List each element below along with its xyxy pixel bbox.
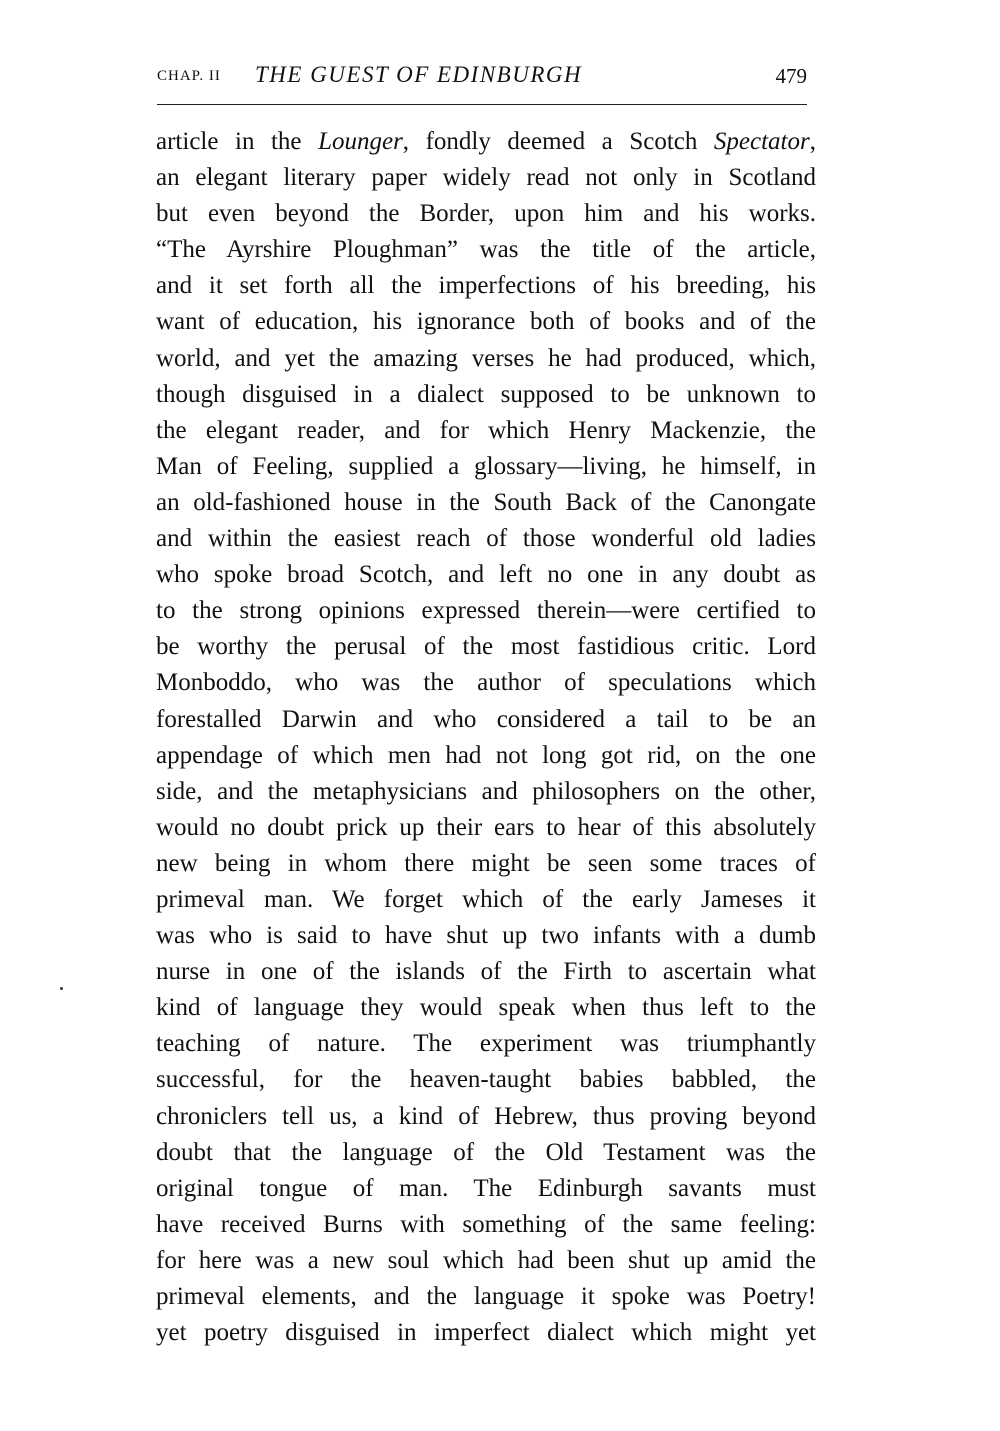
running-title: THE GUEST OF EDINBURGH (255, 62, 583, 87)
text-line: article in the Lounger, fondly deemed a Scotch Spectator, (156, 128, 816, 155)
text-line: and within the easiest reach of those wonderful old ladies (156, 525, 816, 553)
text-line: was who is said to have shut up two infants with a dumb (156, 922, 816, 950)
text-line: for here was a new soul which had been shut up amid the (156, 1246, 816, 1274)
text-line: “The Ayrshire Ploughman” was the title of the article, (156, 236, 816, 264)
text-line: original tongue of man. The Edinburgh savants must (156, 1174, 816, 1202)
chapter-label: CHAP. II (157, 68, 221, 84)
text-line: primeval man. We forget which of the early Jameses it (156, 885, 816, 913)
text-line: though disguised in a dialect supposed to be unknown to (156, 380, 816, 408)
text-line: be worthy the perusal of the most fastidious critic. Lord (156, 633, 816, 661)
text-line: teaching of nature. The experiment was triumphantly (156, 1030, 816, 1058)
scan-speck (60, 987, 63, 990)
body-text (156, 124, 816, 1351)
text-line: nurse in one of the islands of the Firth to ascertain what (156, 958, 816, 986)
text-line: forestalled Darwin and who considered a tail to be an (156, 705, 816, 733)
text-line: Man of Feeling, supplied a glossary—living, he himself, in (156, 452, 816, 480)
text-line: yet poetry disguised in imperfect dialect which might yet (156, 1319, 816, 1347)
page-number: 479 (775, 64, 807, 88)
text-line: would no doubt prick up their ears to hear of this absolutely (156, 813, 816, 841)
text-line: but even beyond the Border, upon him and his works. (156, 200, 816, 228)
text-line: new being in whom there might be seen some traces of (156, 849, 816, 877)
text-line: the elegant reader, and for which Henry Mackenzie, the (156, 416, 816, 444)
text-line: and it set forth all the imperfections of his breeding, his (156, 272, 816, 300)
text-line: side, and the metaphysicians and philosophers on the other, (156, 777, 816, 805)
text-line: successful, for the heaven-taught babies babbled, the (156, 1066, 816, 1094)
text-line: appendage of which men had not long got rid, on the one (156, 741, 816, 769)
text-line: to the strong opinions expressed therein—were certified to (156, 597, 816, 625)
text-line: kind of language they would speak when thus left to the (156, 994, 816, 1022)
text-line: an old-fashioned house in the South Back of the Canongate (156, 488, 816, 516)
text-line: want of education, his ignorance both of books and of the (156, 308, 816, 336)
text-line: Monboddo, who was the author of speculations which (156, 669, 816, 697)
text-line: who spoke broad Scotch, and left no one in any doubt as (156, 561, 816, 589)
text-line: world, and yet the amazing verses he had produced, which, (156, 344, 816, 372)
text-line: an elegant literary paper widely read not only in Scotland (156, 164, 816, 192)
running-header (157, 62, 807, 96)
text-line: primeval elements, and the language it spoke was Poetry! (156, 1283, 816, 1310)
text-line: have received Burns with something of the same feeling: (156, 1210, 816, 1238)
header-rule (157, 104, 807, 105)
text-line: doubt that the language of the Old Testament was the (156, 1138, 816, 1166)
text-line: chroniclers tell us, a kind of Hebrew, thus proving beyond (156, 1102, 816, 1130)
